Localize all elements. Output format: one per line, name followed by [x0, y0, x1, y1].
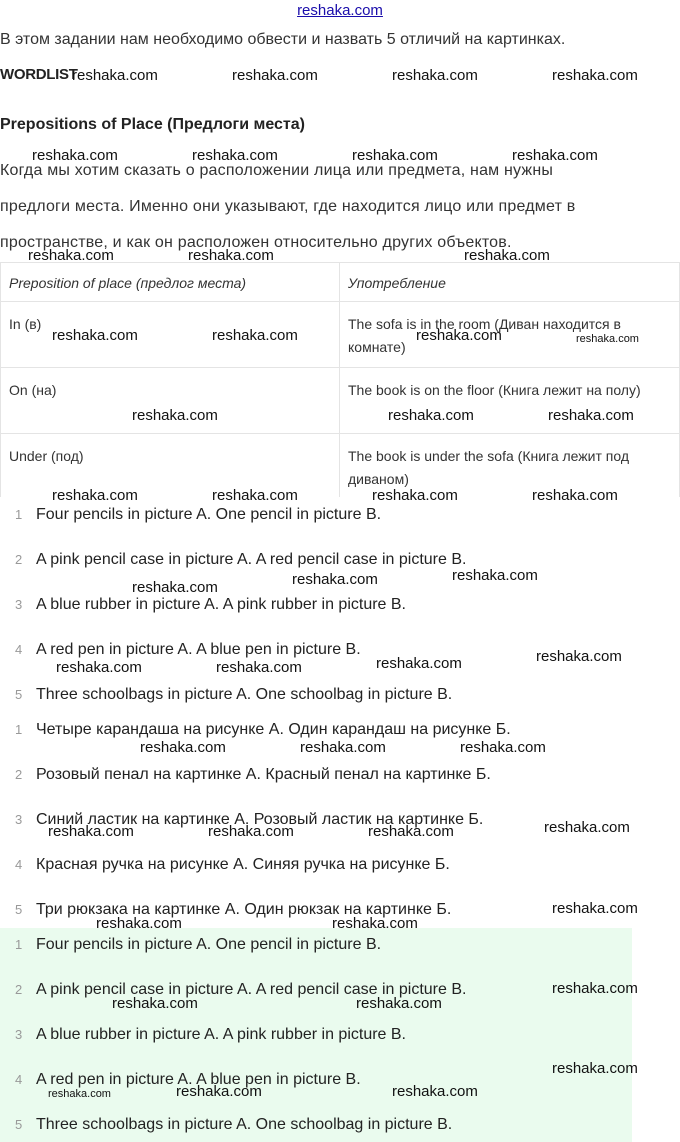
table-header: Preposition of place (предлог места): [1, 263, 340, 302]
watermark: reshaka.com: [552, 67, 638, 84]
list-item: [0, 548, 466, 572]
watermark: reshaka.com: [212, 487, 298, 504]
watermark: reshaka.com: [112, 995, 198, 1012]
paragraph-line: пространстве, и как он расположен относительно других объектов.: [0, 234, 512, 251]
item-number: 5: [15, 902, 23, 917]
watermark: reshaka.com: [460, 739, 546, 756]
item-number: 5: [15, 687, 23, 702]
item-text: Four pencils in picture A. One pencil in picture B.: [36, 936, 382, 953]
watermark: reshaka.com: [232, 67, 318, 84]
watermark: reshaka.com: [512, 147, 598, 164]
item-text: Три рюкзака на картинке А. Один рюкзак на картинке Б.: [36, 901, 452, 918]
table-header-row: [1, 263, 680, 302]
watermark: reshaka.com: [132, 407, 218, 424]
watermark: reshaka.com: [392, 1083, 478, 1100]
table-cell: On (на): [1, 368, 340, 434]
watermark: reshaka.com: [388, 407, 474, 424]
item-text: Четыре карандаша на рисунке А. Один карандаш на рисунке Б.: [36, 721, 511, 738]
item-number: 3: [15, 1027, 23, 1042]
item-number: 1: [15, 722, 23, 737]
paragraph-line: предлоги места. Именно они указывают, где находится лицо или предмет в: [0, 198, 576, 215]
item-text: Синий ластик на картинке А. Розовый ластик на картинке Б.: [36, 811, 484, 828]
watermark: reshaka.com: [140, 739, 226, 756]
intro-text: В этом задании нам необходимо обвести и назвать 5 отличий на картинках.: [0, 31, 566, 48]
list-item: [0, 853, 450, 877]
watermark: reshaka.com: [548, 407, 634, 424]
watermark: reshaka.com: [32, 147, 118, 164]
item-text: Розовый пенал на картинке А. Красный пенал на картинке Б.: [36, 766, 491, 783]
item-number: 3: [15, 597, 23, 612]
watermark: reshaka.com: [292, 571, 378, 588]
watermark: reshaka.com: [56, 659, 142, 676]
watermark: reshaka.com: [132, 579, 218, 596]
item-text: A blue rubber in picture A. A pink rubber in picture B.: [36, 1026, 406, 1043]
section-heading: Prepositions of Place (Предлоги места): [0, 116, 305, 133]
watermark: reshaka.com: [96, 915, 182, 932]
item-text: A pink pencil case in picture A. A red pencil case in picture B.: [36, 981, 467, 998]
item-text: Four pencils in picture A. One pencil in picture B.: [36, 506, 382, 523]
watermark: reshaka.com: [552, 1060, 638, 1077]
watermark: reshaka.com: [532, 487, 618, 504]
item-number: 5: [15, 1117, 23, 1132]
item-number: 3: [15, 812, 23, 827]
watermark: reshaka.com: [376, 655, 462, 672]
watermark: reshaka.com: [552, 900, 638, 917]
watermark: reshaka.com: [332, 915, 418, 932]
watermark: reshaka.com: [48, 1088, 111, 1100]
item-number: 4: [15, 1072, 23, 1087]
watermark: reshaka.com: [552, 980, 638, 997]
watermark: reshaka.com: [392, 67, 478, 84]
watermark: reshaka.com: [52, 327, 138, 344]
watermark: reshaka.com: [216, 659, 302, 676]
item-number: 2: [15, 552, 23, 567]
watermark: reshaka.com: [52, 487, 138, 504]
item-text: Three schoolbags in picture A. One schoolbag in picture B.: [36, 686, 453, 703]
list-item: [0, 683, 452, 707]
table-cell: The book is on the floor (Книга лежит на полу): [340, 368, 680, 434]
list-item: [0, 763, 491, 787]
watermark: reshaka.com: [544, 819, 630, 836]
list-item: [0, 1113, 452, 1137]
watermark: reshaka.com: [352, 147, 438, 164]
watermark: reshaka.com: [192, 147, 278, 164]
item-number: 4: [15, 642, 23, 657]
table-cell: Under (под): [1, 434, 340, 498]
table-cell: The sofa is in the room (Диван находится в комнате): [340, 302, 680, 368]
item-text: A pink pencil case in picture A. A red pencil case in picture B.: [36, 551, 467, 568]
item-number: 1: [15, 937, 23, 952]
watermark: reshaka.com: [188, 247, 274, 264]
watermark: reshaka.com: [452, 567, 538, 584]
list-item: [0, 933, 381, 957]
watermark: reshaka.com: [416, 327, 502, 344]
wordlist-label: WORDLIST: [0, 66, 78, 83]
item-number: 1: [15, 507, 23, 522]
list-item: [0, 593, 406, 617]
item-text: A blue rubber in picture A. A pink rubber in picture B.: [36, 596, 406, 613]
watermark: reshaka.com: [464, 247, 550, 264]
table-cell: In (в): [1, 302, 340, 368]
watermark: reshaka.com: [356, 995, 442, 1012]
watermark: reshaka.com: [536, 648, 622, 665]
watermark: reshaka.com: [176, 1083, 262, 1100]
table-cell: The book is under the sofa (Книга лежит под диваном): [340, 434, 680, 498]
item-number: 2: [15, 767, 23, 782]
item-text: A red pen in picture A. A blue pen in picture B.: [36, 1071, 361, 1088]
watermark: reshaka.com: [368, 823, 454, 840]
item-text: Красная ручка на рисунке А. Синяя ручка на рисунке Б.: [36, 856, 450, 873]
watermark: reshaka.com: [28, 247, 114, 264]
item-number: 2: [15, 982, 23, 997]
watermark: reshaka.com: [212, 327, 298, 344]
list-item: [0, 1023, 406, 1047]
item-number: 4: [15, 857, 23, 872]
watermark: reshaka.com: [48, 823, 134, 840]
item-text: A red pen in picture A. A blue pen in picture B.: [36, 641, 361, 658]
prepositions-table: [0, 262, 680, 497]
watermark: reshaka.com: [576, 333, 639, 345]
watermark: reshaka.com: [72, 67, 158, 84]
item-text: Three schoolbags in picture A. One schoolbag in picture B.: [36, 1116, 453, 1133]
table-header: Употребление: [340, 263, 680, 302]
paragraph-line: Когда мы хотим сказать о расположении лица или предмета, нам нужны: [0, 162, 554, 179]
list-item: [0, 638, 361, 662]
watermark: reshaka.com: [372, 487, 458, 504]
watermark: reshaka.com: [300, 739, 386, 756]
watermark: reshaka.com: [208, 823, 294, 840]
list-item: [0, 718, 511, 742]
site-link[interactable]: reshaka.com: [297, 2, 383, 19]
list-item: [0, 503, 381, 527]
